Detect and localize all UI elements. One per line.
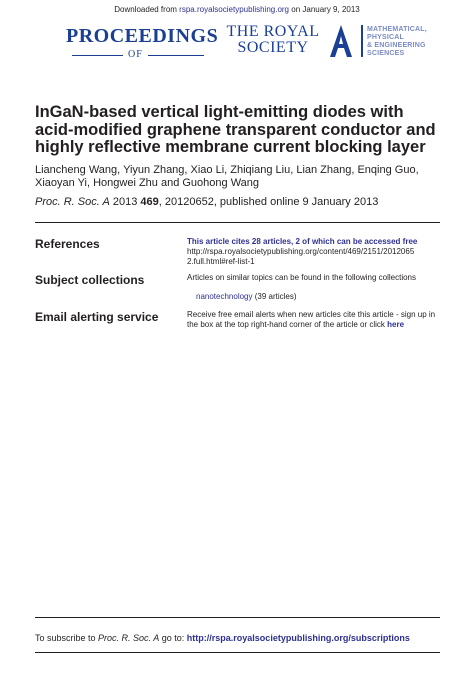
subject-collections-label: Subject collections	[35, 273, 145, 287]
email-alerting-label: Email alerting service	[35, 310, 159, 324]
references-url-line[interactable]: 2.full.html#ref-list-1	[187, 257, 255, 266]
masthead-the-royal-society	[213, 24, 333, 56]
article-title-line: highly reflective membrane current blocking layer	[35, 138, 426, 156]
royal-society-a-logo-icon	[328, 24, 354, 58]
masthead-society: SOCIETY	[237, 39, 309, 56]
email-alerting-line-2	[187, 320, 467, 330]
author-line: Xiaoyan Yi, Hongwei Zhu and Guohong Wang	[35, 177, 260, 189]
email-alerting-line-text: the box at the top right-hand corner of the article or click	[187, 320, 385, 329]
masthead-subject-line: MATHEMATICAL,	[367, 26, 427, 33]
citation-year: 2013	[112, 196, 138, 208]
masthead-proceedings: PROCEEDINGS	[66, 25, 219, 47]
masthead-the-royal: THE ROYAL	[226, 23, 320, 40]
article-authors	[35, 164, 455, 190]
top-divider	[35, 222, 440, 223]
email-alerting-body	[187, 310, 467, 330]
subscribe-middle: go to:	[161, 633, 185, 643]
article-title-line: acid-modified graphene transparent conductor and	[35, 120, 436, 139]
collection-count: (39 articles)	[254, 292, 297, 301]
email-alert-here-link[interactable]: here	[387, 320, 405, 329]
download-notice-prefix: Downloaded from	[114, 5, 177, 14]
collection-item	[187, 292, 467, 302]
references-label: References	[35, 237, 100, 251]
bottom-divider	[35, 652, 440, 653]
masthead-subject-line: PHYSICAL	[367, 34, 404, 41]
masthead-of: OF	[123, 49, 148, 60]
download-site-link[interactable]: rspa.royalsocietypublishing.org	[179, 5, 290, 14]
references-url-line[interactable]: http://rspa.royalsocietypublishing.org/content/469/2151/2012065	[187, 247, 415, 256]
masthead-subject-line: SCIENCES	[367, 50, 405, 57]
nanotechnology-link[interactable]: nanotechnology	[196, 292, 253, 301]
subscribe-prefix: To subscribe to	[35, 633, 96, 643]
masthead-divider	[361, 25, 363, 57]
article-citation	[35, 196, 378, 208]
references-cites-link[interactable]: This article cites 28 articles, 2 of which can be accessed free	[187, 237, 418, 246]
citation-volume: 469	[140, 196, 159, 208]
email-alerting-line: Receive free email alerts when new articles cite this article - sign up in	[187, 310, 436, 319]
masthead-subject-line: & ENGINEERING	[367, 42, 426, 49]
citation-journal: Proc. R. Soc. A	[35, 196, 110, 208]
subscribe-url-link[interactable]: http://rspa.royalsocietypublishing.org/subscriptions	[186, 633, 410, 643]
author-line: Liancheng Wang, Yiyun Zhang, Xiao Li, Zhiqiang Liu, Lian Zhang, Enqing Guo,	[35, 164, 419, 176]
journal-masthead	[66, 22, 446, 66]
subscribe-line	[35, 633, 410, 643]
citation-details: , 20120652, published online 9 January 2013	[158, 196, 379, 208]
bottom-divider-top	[35, 617, 440, 618]
download-notice-date: on January 9, 2013	[291, 5, 360, 14]
subscribe-journal: Proc. R. Soc. A	[98, 633, 160, 643]
references-body	[187, 237, 467, 267]
download-notice	[0, 5, 474, 14]
subject-collections-text: Articles on similar topics can be found in the following collections	[187, 273, 417, 282]
masthead-subject	[367, 26, 427, 58]
subject-collections-body	[187, 273, 467, 302]
article-title-line: InGaN-based vertical light-emitting diodes with	[35, 103, 404, 121]
article-title	[35, 104, 465, 157]
